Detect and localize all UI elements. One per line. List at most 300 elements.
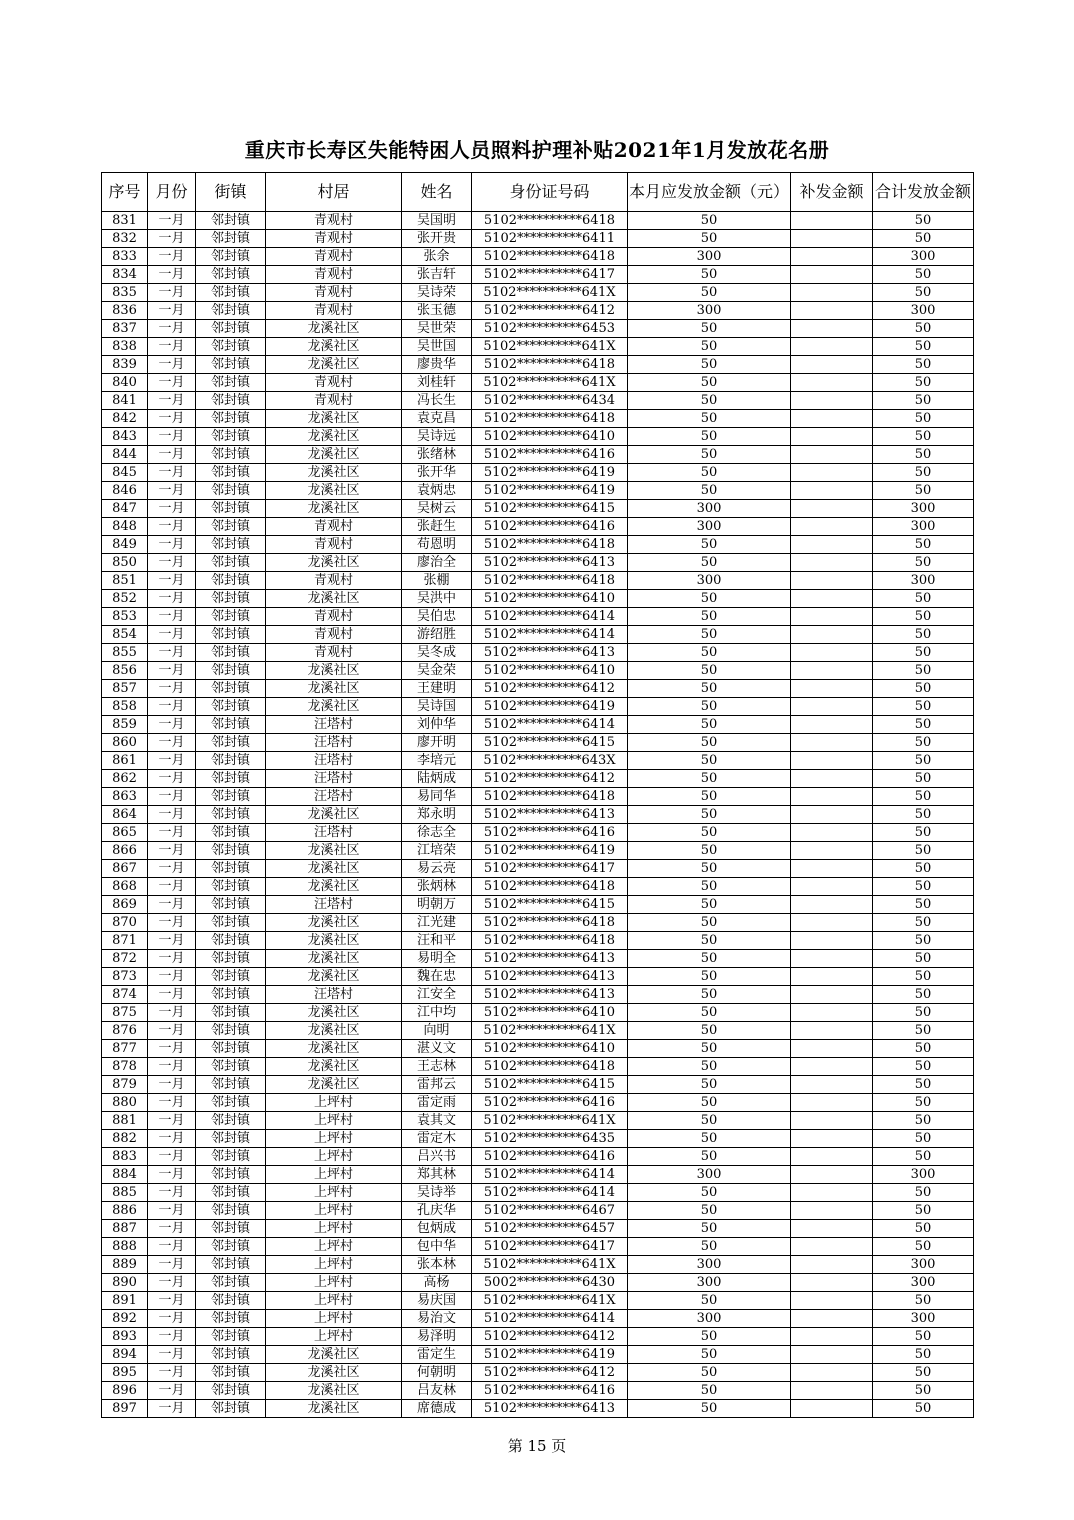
table-row (102, 1346, 974, 1364)
cell-name: 袁克昌 (402, 410, 472, 428)
cell-name: 雷定生 (402, 1346, 472, 1364)
cell-back-pay (791, 950, 873, 968)
cell-total-amount: 50 (873, 284, 974, 302)
cell-total-amount: 50 (873, 950, 974, 968)
cell-back-pay (791, 662, 873, 680)
cell-town: 邻封镇 (196, 914, 266, 932)
header-name: 姓名 (402, 173, 472, 212)
cell-total-amount: 50 (873, 536, 974, 554)
cell-month: 一月 (148, 302, 196, 320)
cell-monthly-amount: 50 (628, 392, 791, 410)
cell-village: 龙溪社区 (266, 842, 402, 860)
cell-month: 一月 (148, 1238, 196, 1256)
table-row (102, 860, 974, 878)
cell-total-amount: 300 (873, 1310, 974, 1328)
cell-seq: 849 (102, 536, 148, 554)
cell-total-amount: 50 (873, 374, 974, 392)
cell-back-pay (791, 1274, 873, 1292)
cell-id-number: 5102**********6467 (472, 1202, 628, 1220)
cell-monthly-amount: 50 (628, 932, 791, 950)
cell-id-number: 5102**********6410 (472, 1040, 628, 1058)
cell-town: 邻封镇 (196, 1382, 266, 1400)
table-row (102, 392, 974, 410)
cell-town: 邻封镇 (196, 716, 266, 734)
cell-total-amount: 50 (873, 554, 974, 572)
cell-month: 一月 (148, 1094, 196, 1112)
cell-total-amount: 300 (873, 1166, 974, 1184)
cell-name: 向明 (402, 1022, 472, 1040)
cell-seq: 839 (102, 356, 148, 374)
cell-name: 易泽明 (402, 1328, 472, 1346)
cell-village: 汪塔村 (266, 770, 402, 788)
cell-seq: 837 (102, 320, 148, 338)
cell-month: 一月 (148, 284, 196, 302)
cell-id-number: 5102**********6419 (472, 842, 628, 860)
cell-total-amount: 50 (873, 320, 974, 338)
cell-back-pay (791, 1130, 873, 1148)
cell-back-pay (791, 1058, 873, 1076)
cell-month: 一月 (148, 1256, 196, 1274)
cell-name: 张余 (402, 248, 472, 266)
cell-town: 邻封镇 (196, 770, 266, 788)
cell-seq: 865 (102, 824, 148, 842)
table-row (102, 1274, 974, 1292)
cell-village: 青观村 (266, 572, 402, 590)
cell-town: 邻封镇 (196, 446, 266, 464)
cell-back-pay (791, 1328, 873, 1346)
table-row (102, 698, 974, 716)
cell-name: 雷邦云 (402, 1076, 472, 1094)
cell-name: 吴诗举 (402, 1184, 472, 1202)
cell-month: 一月 (148, 1346, 196, 1364)
cell-town: 邻封镇 (196, 1220, 266, 1238)
cell-name: 雷定雨 (402, 1094, 472, 1112)
cell-seq: 836 (102, 302, 148, 320)
cell-village: 龙溪社区 (266, 914, 402, 932)
cell-seq: 840 (102, 374, 148, 392)
cell-monthly-amount: 50 (628, 752, 791, 770)
cell-town: 邻封镇 (196, 1346, 266, 1364)
cell-total-amount: 50 (873, 482, 974, 500)
cell-town: 邻封镇 (196, 1058, 266, 1076)
cell-month: 一月 (148, 1328, 196, 1346)
table-row (102, 284, 974, 302)
table-row (102, 320, 974, 338)
cell-monthly-amount: 300 (628, 302, 791, 320)
cell-village: 龙溪社区 (266, 932, 402, 950)
table-header-row (102, 173, 974, 212)
cell-back-pay (791, 896, 873, 914)
cell-back-pay (791, 626, 873, 644)
cell-name: 苟恩明 (402, 536, 472, 554)
cell-id-number: 5102**********6415 (472, 500, 628, 518)
cell-back-pay (791, 1238, 873, 1256)
cell-id-number: 5002**********6430 (472, 1274, 628, 1292)
cell-monthly-amount: 50 (628, 842, 791, 860)
cell-village: 龙溪社区 (266, 1076, 402, 1094)
cell-total-amount: 50 (873, 1004, 974, 1022)
cell-id-number: 5102**********6418 (472, 248, 628, 266)
cell-back-pay (791, 572, 873, 590)
cell-town: 邻封镇 (196, 752, 266, 770)
cell-seq: 857 (102, 680, 148, 698)
cell-monthly-amount: 50 (628, 1148, 791, 1166)
cell-village: 青观村 (266, 392, 402, 410)
cell-month: 一月 (148, 680, 196, 698)
table-row (102, 266, 974, 284)
cell-back-pay (791, 914, 873, 932)
cell-id-number: 5102**********6411 (472, 230, 628, 248)
cell-monthly-amount: 50 (628, 680, 791, 698)
cell-month: 一月 (148, 446, 196, 464)
cell-village: 龙溪社区 (266, 338, 402, 356)
cell-total-amount: 50 (873, 878, 974, 896)
header-seq: 序号 (102, 173, 148, 212)
cell-id-number: 5102**********6410 (472, 1004, 628, 1022)
cell-month: 一月 (148, 374, 196, 392)
cell-town: 邻封镇 (196, 1076, 266, 1094)
cell-back-pay (791, 536, 873, 554)
cell-total-amount: 50 (873, 446, 974, 464)
cell-month: 一月 (148, 1004, 196, 1022)
cell-monthly-amount: 50 (628, 788, 791, 806)
table-row (102, 788, 974, 806)
cell-town: 邻封镇 (196, 1112, 266, 1130)
cell-seq: 886 (102, 1202, 148, 1220)
cell-seq: 838 (102, 338, 148, 356)
cell-id-number: 5102**********6418 (472, 572, 628, 590)
cell-total-amount: 50 (873, 1346, 974, 1364)
cell-monthly-amount: 50 (628, 914, 791, 932)
cell-id-number: 5102**********6413 (472, 950, 628, 968)
cell-id-number: 5102**********6413 (472, 968, 628, 986)
cell-back-pay (791, 428, 873, 446)
cell-town: 邻封镇 (196, 986, 266, 1004)
cell-village: 龙溪社区 (266, 680, 402, 698)
cell-name: 何朝明 (402, 1364, 472, 1382)
cell-town: 邻封镇 (196, 1328, 266, 1346)
cell-total-amount: 50 (873, 464, 974, 482)
cell-name: 雷定木 (402, 1130, 472, 1148)
cell-village: 龙溪社区 (266, 1058, 402, 1076)
cell-town: 邻封镇 (196, 824, 266, 842)
cell-name: 江中均 (402, 1004, 472, 1022)
cell-seq: 842 (102, 410, 148, 428)
cell-id-number: 5102**********6416 (472, 1382, 628, 1400)
cell-village: 上坪村 (266, 1130, 402, 1148)
cell-seq: 888 (102, 1238, 148, 1256)
cell-name: 游绍胜 (402, 626, 472, 644)
cell-seq: 869 (102, 896, 148, 914)
cell-id-number: 5102**********6416 (472, 824, 628, 842)
cell-monthly-amount: 50 (628, 1112, 791, 1130)
cell-id-number: 5102**********6413 (472, 806, 628, 824)
cell-id-number: 5102**********6418 (472, 212, 628, 230)
cell-name: 郑其林 (402, 1166, 472, 1184)
cell-month: 一月 (148, 338, 196, 356)
cell-monthly-amount: 50 (628, 824, 791, 842)
cell-village: 龙溪社区 (266, 1364, 402, 1382)
cell-id-number: 5102**********6417 (472, 860, 628, 878)
cell-monthly-amount: 300 (628, 1310, 791, 1328)
cell-total-amount: 300 (873, 518, 974, 536)
cell-monthly-amount: 300 (628, 1274, 791, 1292)
cell-seq: 860 (102, 734, 148, 752)
cell-monthly-amount: 50 (628, 1346, 791, 1364)
cell-id-number: 5102**********6416 (472, 446, 628, 464)
cell-monthly-amount: 50 (628, 536, 791, 554)
cell-seq: 861 (102, 752, 148, 770)
cell-village: 汪塔村 (266, 752, 402, 770)
cell-month: 一月 (148, 248, 196, 266)
cell-monthly-amount: 50 (628, 698, 791, 716)
cell-seq: 867 (102, 860, 148, 878)
cell-id-number: 5102**********6453 (472, 320, 628, 338)
cell-village: 上坪村 (266, 1166, 402, 1184)
cell-back-pay (791, 1022, 873, 1040)
header-total-amount: 合计发放金额 (873, 173, 974, 212)
table-row (102, 356, 974, 374)
cell-name: 袁炳忠 (402, 482, 472, 500)
cell-village: 青观村 (266, 608, 402, 626)
cell-month: 一月 (148, 392, 196, 410)
cell-town: 邻封镇 (196, 320, 266, 338)
cell-month: 一月 (148, 860, 196, 878)
cell-village: 青观村 (266, 644, 402, 662)
table-row (102, 554, 974, 572)
cell-village: 青观村 (266, 518, 402, 536)
cell-id-number: 5102**********6417 (472, 1238, 628, 1256)
cell-back-pay (791, 1400, 873, 1418)
cell-village: 上坪村 (266, 1238, 402, 1256)
cell-town: 邻封镇 (196, 410, 266, 428)
cell-month: 一月 (148, 1274, 196, 1292)
cell-total-amount: 50 (873, 1058, 974, 1076)
cell-village: 龙溪社区 (266, 554, 402, 572)
table-row (102, 212, 974, 230)
cell-month: 一月 (148, 212, 196, 230)
cell-monthly-amount: 300 (628, 1166, 791, 1184)
cell-seq: 859 (102, 716, 148, 734)
cell-back-pay (791, 932, 873, 950)
cell-name: 江培荣 (402, 842, 472, 860)
cell-town: 邻封镇 (196, 932, 266, 950)
cell-name: 江光建 (402, 914, 472, 932)
cell-village: 青观村 (266, 284, 402, 302)
cell-month: 一月 (148, 1058, 196, 1076)
cell-seq: 864 (102, 806, 148, 824)
cell-village: 龙溪社区 (266, 806, 402, 824)
cell-back-pay (791, 302, 873, 320)
cell-total-amount: 50 (873, 1202, 974, 1220)
cell-seq: 894 (102, 1346, 148, 1364)
cell-month: 一月 (148, 1202, 196, 1220)
cell-total-amount: 300 (873, 248, 974, 266)
cell-name: 高杨 (402, 1274, 472, 1292)
table-row (102, 1076, 974, 1094)
cell-monthly-amount: 50 (628, 374, 791, 392)
cell-village: 龙溪社区 (266, 950, 402, 968)
cell-village: 龙溪社区 (266, 1400, 402, 1418)
table-row (102, 1148, 974, 1166)
cell-back-pay (791, 1076, 873, 1094)
cell-town: 邻封镇 (196, 1292, 266, 1310)
cell-back-pay (791, 608, 873, 626)
cell-total-amount: 50 (873, 1220, 974, 1238)
cell-back-pay (791, 1346, 873, 1364)
cell-name: 吴国明 (402, 212, 472, 230)
cell-village: 龙溪社区 (266, 590, 402, 608)
table-row (102, 716, 974, 734)
cell-monthly-amount: 50 (628, 1058, 791, 1076)
cell-seq: 891 (102, 1292, 148, 1310)
cell-town: 邻封镇 (196, 266, 266, 284)
cell-seq: 851 (102, 572, 148, 590)
cell-name: 张本林 (402, 1256, 472, 1274)
cell-total-amount: 50 (873, 338, 974, 356)
cell-id-number: 5102**********643X (472, 752, 628, 770)
cell-id-number: 5102**********6415 (472, 1076, 628, 1094)
cell-town: 邻封镇 (196, 1364, 266, 1382)
cell-id-number: 5102**********6412 (472, 302, 628, 320)
cell-seq: 856 (102, 662, 148, 680)
cell-seq: 876 (102, 1022, 148, 1040)
table-row (102, 932, 974, 950)
cell-total-amount: 50 (873, 968, 974, 986)
cell-monthly-amount: 50 (628, 662, 791, 680)
cell-back-pay (791, 248, 873, 266)
cell-total-amount: 50 (873, 410, 974, 428)
table-row (102, 536, 974, 554)
cell-month: 一月 (148, 896, 196, 914)
cell-monthly-amount: 50 (628, 860, 791, 878)
cell-back-pay (791, 1256, 873, 1274)
cell-name: 包中华 (402, 1238, 472, 1256)
cell-month: 一月 (148, 608, 196, 626)
cell-total-amount: 50 (873, 608, 974, 626)
cell-village: 青观村 (266, 248, 402, 266)
table-row (102, 1112, 974, 1130)
cell-name: 王志林 (402, 1058, 472, 1076)
cell-id-number: 5102**********6418 (472, 356, 628, 374)
cell-id-number: 5102**********6416 (472, 518, 628, 536)
cell-month: 一月 (148, 932, 196, 950)
cell-name: 张棚 (402, 572, 472, 590)
cell-seq: 893 (102, 1328, 148, 1346)
cell-name: 吴冬成 (402, 644, 472, 662)
cell-back-pay (791, 968, 873, 986)
cell-monthly-amount: 50 (628, 626, 791, 644)
cell-town: 邻封镇 (196, 356, 266, 374)
table-row (102, 914, 974, 932)
cell-back-pay (791, 1220, 873, 1238)
cell-town: 邻封镇 (196, 284, 266, 302)
cell-town: 邻封镇 (196, 1274, 266, 1292)
cell-village: 上坪村 (266, 1184, 402, 1202)
cell-name: 席德成 (402, 1400, 472, 1418)
cell-seq: 854 (102, 626, 148, 644)
cell-name: 吴世荣 (402, 320, 472, 338)
cell-seq: 882 (102, 1130, 148, 1148)
table-row (102, 986, 974, 1004)
cell-town: 邻封镇 (196, 248, 266, 266)
cell-monthly-amount: 50 (628, 716, 791, 734)
cell-back-pay (791, 878, 873, 896)
cell-name: 廖开明 (402, 734, 472, 752)
cell-monthly-amount: 50 (628, 770, 791, 788)
table-row (102, 374, 974, 392)
cell-id-number: 5102**********6410 (472, 662, 628, 680)
cell-id-number: 5102**********6413 (472, 644, 628, 662)
cell-id-number: 5102**********641X (472, 1256, 628, 1274)
cell-monthly-amount: 50 (628, 590, 791, 608)
cell-total-amount: 50 (873, 1238, 974, 1256)
cell-monthly-amount: 50 (628, 878, 791, 896)
cell-month: 一月 (148, 914, 196, 932)
cell-back-pay (791, 518, 873, 536)
table-row (102, 1040, 974, 1058)
cell-monthly-amount: 50 (628, 1400, 791, 1418)
cell-village: 龙溪社区 (266, 356, 402, 374)
cell-id-number: 5102**********6418 (472, 914, 628, 932)
cell-total-amount: 50 (873, 1040, 974, 1058)
cell-month: 一月 (148, 950, 196, 968)
cell-seq: 896 (102, 1382, 148, 1400)
cell-town: 邻封镇 (196, 1202, 266, 1220)
cell-village: 青观村 (266, 302, 402, 320)
cell-town: 邻封镇 (196, 680, 266, 698)
cell-village: 青观村 (266, 266, 402, 284)
cell-village: 上坪村 (266, 1256, 402, 1274)
cell-village: 上坪村 (266, 1202, 402, 1220)
cell-monthly-amount: 50 (628, 1292, 791, 1310)
table-row (102, 1202, 974, 1220)
cell-village: 龙溪社区 (266, 482, 402, 500)
cell-monthly-amount: 50 (628, 482, 791, 500)
cell-seq: 890 (102, 1274, 148, 1292)
cell-total-amount: 50 (873, 662, 974, 680)
cell-back-pay (791, 806, 873, 824)
table-body (102, 212, 974, 1418)
cell-id-number: 5102**********6412 (472, 770, 628, 788)
cell-month: 一月 (148, 1310, 196, 1328)
cell-name: 王建明 (402, 680, 472, 698)
cell-total-amount: 50 (873, 1022, 974, 1040)
cell-id-number: 5102**********641X (472, 1292, 628, 1310)
cell-month: 一月 (148, 734, 196, 752)
cell-total-amount: 50 (873, 626, 974, 644)
cell-name: 张开贵 (402, 230, 472, 248)
cell-back-pay (791, 824, 873, 842)
cell-village: 龙溪社区 (266, 1040, 402, 1058)
table-row (102, 428, 974, 446)
cell-village: 汪塔村 (266, 788, 402, 806)
cell-total-amount: 50 (873, 896, 974, 914)
cell-seq: 887 (102, 1220, 148, 1238)
cell-town: 邻封镇 (196, 302, 266, 320)
cell-village: 龙溪社区 (266, 446, 402, 464)
cell-seq: 881 (102, 1112, 148, 1130)
cell-town: 邻封镇 (196, 374, 266, 392)
cell-village: 龙溪社区 (266, 500, 402, 518)
table-row (102, 644, 974, 662)
cell-back-pay (791, 1148, 873, 1166)
table-row (102, 1058, 974, 1076)
cell-name: 吴世国 (402, 338, 472, 356)
cell-village: 上坪村 (266, 1292, 402, 1310)
cell-month: 一月 (148, 536, 196, 554)
cell-name: 易同华 (402, 788, 472, 806)
